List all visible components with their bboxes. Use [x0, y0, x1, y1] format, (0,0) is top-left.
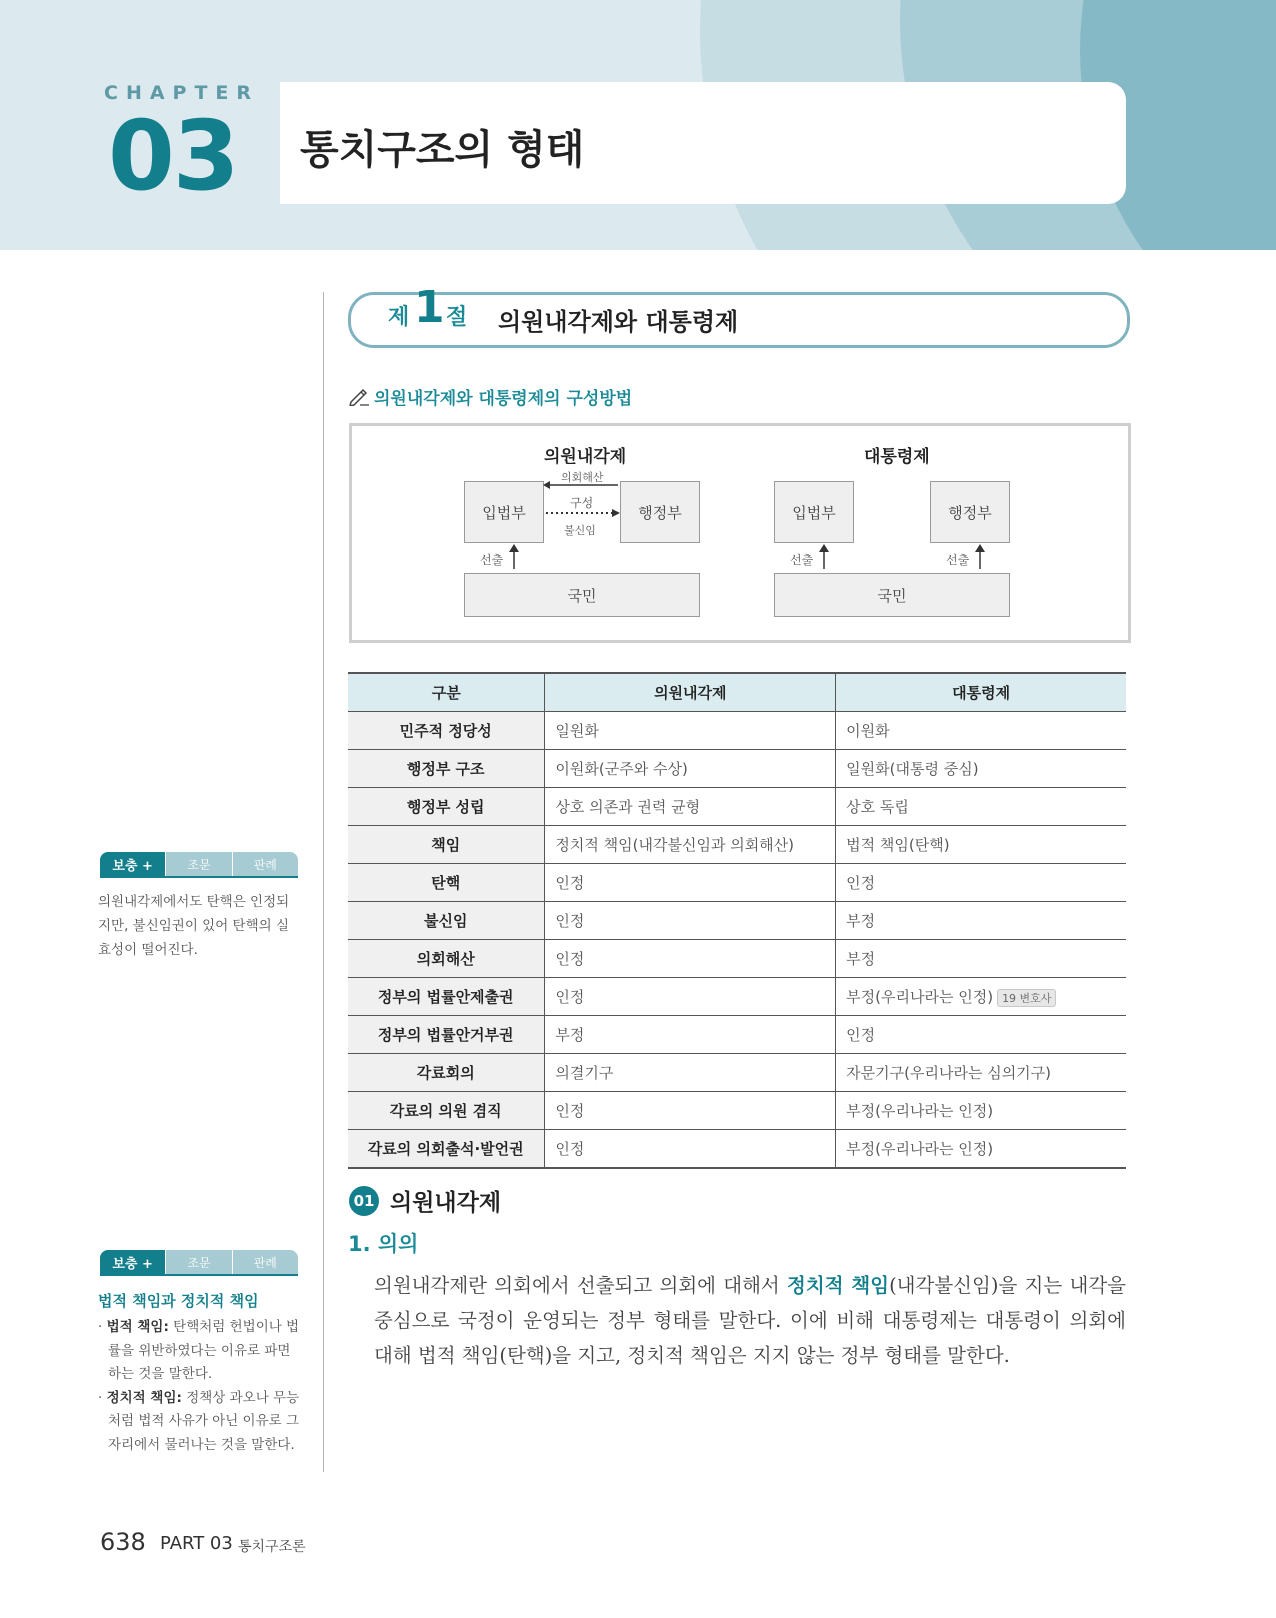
- table-row: [348, 1054, 1126, 1092]
- sidenote-divider: [100, 876, 298, 878]
- sidenote-tab-articles: 조문: [166, 852, 232, 876]
- table-header-cell: 의원내각제: [545, 673, 836, 712]
- table-cell: 부정(우리나라는 인정): [836, 1130, 1126, 1169]
- table-row: [348, 750, 1126, 788]
- body-paragraph: [374, 1268, 1126, 1373]
- presidential-people-box: 국민: [774, 573, 1010, 617]
- term-label: 정치적 책임:: [106, 1389, 182, 1406]
- sidenote-tab-precedents: 판례: [233, 1250, 298, 1274]
- sidenote-tab-supplement: 보충 +: [100, 852, 166, 876]
- term-label: 법적 책임:: [106, 1319, 169, 1335]
- sidenote-list: [98, 1316, 302, 1457]
- table-cell: 인정: [545, 940, 836, 978]
- table-cell: 부정(우리나라는 인정): [836, 1092, 1126, 1130]
- chapter-title: 통치구조의 형태: [300, 127, 585, 173]
- presidential-executive-box: 행정부: [930, 481, 1010, 543]
- sidenote-tab-precedents: 판례: [233, 852, 298, 876]
- page-number: 638: [100, 1528, 146, 1556]
- diagram-heading: 의원내각제와 대통령제의 구성방법: [374, 389, 633, 409]
- subsection-title: 의원내각제: [390, 1190, 502, 1216]
- table-cell: 의결기구: [545, 1054, 836, 1092]
- table-cell: 일원화(대통령 중심): [836, 750, 1126, 788]
- chapter-header: [0, 0, 1276, 250]
- government-structure-diagram: [349, 423, 1131, 643]
- parliamentary-election-label: 선출: [480, 553, 504, 567]
- sidenote-text: 의원내각제에서도 탄핵은 인정되지만, 불신임권이 있어 탄핵의 실효성이 떨어진다.: [98, 894, 290, 958]
- table-cell: [836, 978, 1126, 1016]
- table-cell: 인정: [545, 902, 836, 940]
- table-header-cell: 구분: [348, 673, 545, 712]
- table-cell: 인정: [836, 1016, 1126, 1054]
- election-arrow-icon: [974, 544, 986, 570]
- table-row: [348, 1130, 1126, 1169]
- sidenote-tabs: [100, 1250, 298, 1274]
- table-cell: 인정: [545, 978, 836, 1016]
- parliamentary-executive-box: 행정부: [620, 481, 700, 543]
- table-row: [348, 712, 1126, 750]
- presidential-title: 대통령제: [864, 447, 930, 467]
- table-row: [348, 1016, 1126, 1054]
- table-row: [348, 826, 1126, 864]
- table-row-label: 민주적 정당성: [348, 712, 545, 750]
- table-row: [348, 864, 1126, 902]
- table-cell: 상호 독립: [836, 788, 1126, 826]
- table-cell: 인정: [545, 1130, 836, 1169]
- formation-label: 구성: [570, 496, 594, 510]
- table-row-label: 각료회의: [348, 1054, 545, 1092]
- list-item: · 법적 책임: 탄핵처럼 헌법이나 법률을 위반하였다는 이유로 파면하는 것을 말한다.: [98, 1319, 300, 1382]
- part-name: 통치구조론: [238, 1539, 306, 1555]
- part-label: PART 03: [160, 1533, 233, 1554]
- parliamentary-title: 의원내각제: [544, 447, 627, 467]
- table-row-label: 정부의 법률안거부권: [348, 1016, 545, 1054]
- table-cell: 이원화: [836, 712, 1126, 750]
- table-row-label: 행정부 구조: [348, 750, 545, 788]
- table-row: [348, 1092, 1126, 1130]
- section-prefix: 제: [388, 305, 410, 330]
- sidenote-tab-supplement: 보충 +: [100, 1250, 166, 1274]
- presidential-election-left-label: 선출: [790, 553, 814, 567]
- table-cell: 인정: [836, 864, 1126, 902]
- table-cell: 인정: [545, 864, 836, 902]
- sub-heading: 1. 의의: [348, 1232, 419, 1256]
- table-cell: 부정: [836, 902, 1126, 940]
- comparison-table: [348, 672, 1126, 1169]
- table-cell: 정치적 책임(내각불신임과 의회해산): [545, 826, 836, 864]
- term-definition: 탄핵처럼 헌법이나 법률을 위반하였다는 이유로 파면하는 것을 말한다.: [108, 1319, 300, 1382]
- section-suffix: 절: [446, 305, 468, 330]
- table-row-label: 각료의 의회출석·발언권: [348, 1130, 545, 1169]
- term-definition: 정책상 과오나 무능처럼 법적 사유가 아닌 이유로 그 자리에서 물러나는 것을 말한다.: [108, 1389, 300, 1453]
- table-cell: 이원화(군주와 수상): [545, 750, 836, 788]
- table-row-label: 탄핵: [348, 864, 545, 902]
- highlight-term: 정치적 책임: [787, 1274, 890, 1297]
- table-cell: 인정: [545, 1092, 836, 1130]
- pencil-icon: [348, 386, 370, 406]
- section-number: 1: [414, 282, 445, 333]
- table-cell: 부정: [545, 1016, 836, 1054]
- table-row-label: 책임: [348, 826, 545, 864]
- dissolution-arrow: [542, 481, 622, 521]
- table-header-cell: 대통령제: [836, 673, 1126, 712]
- sidenote-tab-articles: 조문: [166, 1250, 232, 1274]
- election-arrow-icon: [508, 544, 520, 570]
- table-cell: 일원화: [545, 712, 836, 750]
- parliamentary-legislature-box: 입법부: [464, 481, 544, 543]
- table-row-label: 정부의 법률안제출권: [348, 978, 545, 1016]
- list-item: · 정치적 책임: 정책상 과오나 무능처럼 법적 사유가 아닌 이유로 그 자리에서 물러나는 것을 말한다.: [98, 1389, 300, 1453]
- table-cell: 자문기구(우리나라는 심의기구): [836, 1054, 1126, 1092]
- table-cell: 부정: [836, 940, 1126, 978]
- table-row-label: 불신임: [348, 902, 545, 940]
- table-row-label: 의회해산: [348, 940, 545, 978]
- subsection-number-badge: 01: [349, 1186, 379, 1216]
- election-arrow-icon: [818, 544, 830, 570]
- table-cell: 법적 책임(탄핵): [836, 826, 1126, 864]
- section-title: 의원내각제와 대통령제: [498, 308, 739, 336]
- body-text: (내각불신임)을 지는 내각을 중심으로 국정이 운영되는 정부 형태를 말한다. 이에 비해 대통령제는 대통령이 의회에 대해 법적 책임(탄핵)을 지고, 정치적 책임은 지지 않는 정부 형태를 말한다.: [374, 1274, 1126, 1367]
- table-row-label: 행정부 성립: [348, 788, 545, 826]
- no-confidence-label: 불신임: [564, 524, 596, 537]
- exam-tag: 19 변호사: [997, 989, 1056, 1007]
- table-row-label: 각료의 의원 겸직: [348, 1092, 545, 1130]
- sidenote-divider: [100, 1274, 298, 1276]
- table-cell: 상호 의존과 권력 균형: [545, 788, 836, 826]
- body-text: 의원내각제란 의회에서 선출되고 의회에 대해서: [374, 1274, 788, 1297]
- table-row: [348, 978, 1126, 1016]
- presidential-election-right-label: 선출: [946, 553, 970, 567]
- table-row: [348, 788, 1126, 826]
- table-row: [348, 902, 1126, 940]
- parliamentary-people-box: 국민: [464, 573, 700, 617]
- table-header-row: [348, 673, 1126, 712]
- table-row: [348, 940, 1126, 978]
- presidential-legislature-box: 입법부: [774, 481, 854, 543]
- sidenote-tabs: [100, 852, 298, 876]
- sidenote-title: 법적 책임과 정치적 책임: [98, 1292, 259, 1310]
- dissolution-label: 의회해산: [561, 471, 604, 484]
- table-cell-text: 부정(우리나라는 인정): [846, 988, 994, 1006]
- column-divider: [323, 292, 324, 1472]
- chapter-label: CHAPTER: [104, 82, 260, 104]
- chapter-number: 03: [108, 100, 238, 212]
